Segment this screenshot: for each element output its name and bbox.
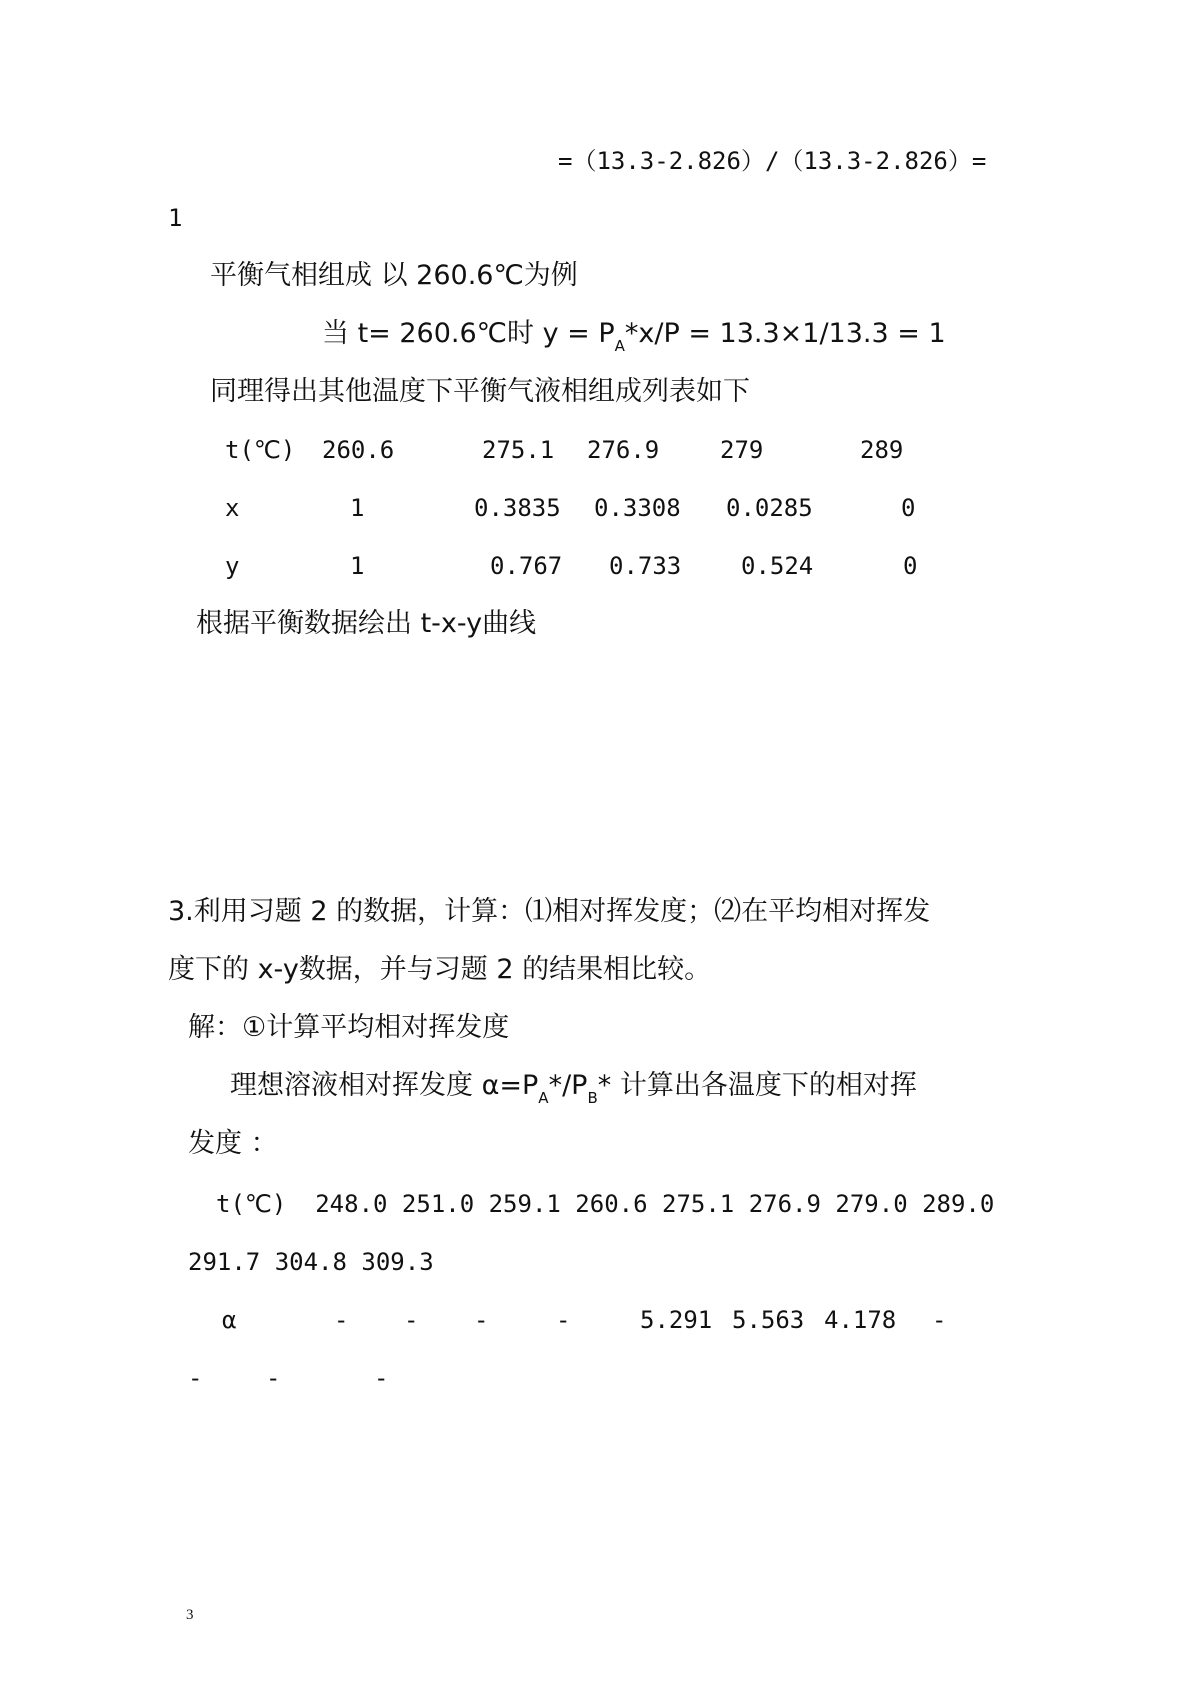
problem-3-line-2: 度下的 x-y数据，并与习题 2 的结果相比较。 — [168, 954, 712, 985]
ideal-text: 理想溶液相对挥发度 α=P — [230, 1070, 539, 1101]
similarly-line: 同理得出其他温度下平衡气液相组成列表如下 — [210, 376, 750, 407]
ideal-formula-line — [230, 1071, 917, 1113]
table-row-label-y: y — [225, 552, 240, 580]
ideal-mid: */P — [548, 1070, 588, 1101]
alpha-value: - — [266, 1364, 281, 1392]
alpha-value: - — [932, 1306, 947, 1334]
when-t-rest: *x/P = 13.3×1/13.3 = 1 — [624, 318, 946, 349]
equation-line: =（13.3-2.826）/（13.3-2.826）= — [558, 147, 987, 175]
table-row-label-x: x — [225, 494, 240, 522]
alpha-value: 5.291 — [640, 1306, 713, 1334]
ideal-sub-a: A — [538, 1089, 549, 1107]
when-t-line — [322, 319, 946, 361]
t-row-label: t(℃) — [216, 1190, 287, 1218]
table-header-t: t(℃) — [225, 436, 296, 464]
table-cell: 0 — [901, 494, 916, 522]
table-header: 289 — [860, 436, 904, 464]
plot-instruction: 根据平衡数据绘出 t-x-y曲线 — [196, 608, 537, 639]
page-number: 3 — [186, 1607, 194, 1623]
alpha-value: - — [374, 1364, 389, 1392]
equation-continuation: 1 — [168, 204, 183, 232]
alpha-value: - — [188, 1364, 203, 1392]
alpha-value: - — [404, 1306, 419, 1334]
ideal-sub-b: B — [587, 1089, 598, 1107]
table-cell: 0.524 — [741, 552, 814, 580]
problem-3-line-1: 3.利用习题 2 的数据，计算：⑴相对挥发度；⑵在平均相对挥发 — [168, 896, 931, 927]
table-header: 279 — [720, 436, 764, 464]
table-cell: 1 — [350, 494, 365, 522]
alpha-value: 4.178 — [824, 1306, 897, 1334]
table-cell: 0.0285 — [726, 494, 813, 522]
table-cell: 0.767 — [490, 552, 563, 580]
t-row-continuation: 291.7 304.8 309.3 — [188, 1248, 434, 1276]
table-cell: 0.3835 — [474, 494, 561, 522]
ideal-continuation: 发度 ： — [188, 1128, 278, 1159]
solution-heading: 解：①计算平均相对挥发度 — [188, 1012, 510, 1043]
alpha-value: - — [334, 1306, 349, 1334]
table-cell: 1 — [350, 552, 365, 580]
t-row — [216, 1189, 994, 1219]
alpha-value: - — [474, 1306, 489, 1334]
ideal-rest: * 计算出各温度下的相对挥 — [597, 1070, 917, 1101]
vapor-intro: 平衡气相组成 以 260.6℃为例 — [210, 260, 578, 291]
table-cell: 0 — [903, 552, 918, 580]
table-header: 275.1 — [482, 436, 555, 464]
alpha-value: 5.563 — [732, 1306, 805, 1334]
table-cell: 0.3308 — [594, 494, 681, 522]
table-header: 276.9 — [587, 436, 660, 464]
alpha-label: α — [222, 1306, 237, 1334]
alpha-value: - — [556, 1306, 571, 1334]
t-row-values: 248.0 251.0 259.1 260.6 275.1 276.9 279.0 289.0 — [315, 1190, 995, 1218]
table-cell: 0.733 — [609, 552, 682, 580]
table-header: 260.6 — [322, 436, 395, 464]
when-t-text: 当 t= 260.6℃时 y = P — [322, 318, 615, 349]
when-t-sub: A — [614, 337, 625, 355]
